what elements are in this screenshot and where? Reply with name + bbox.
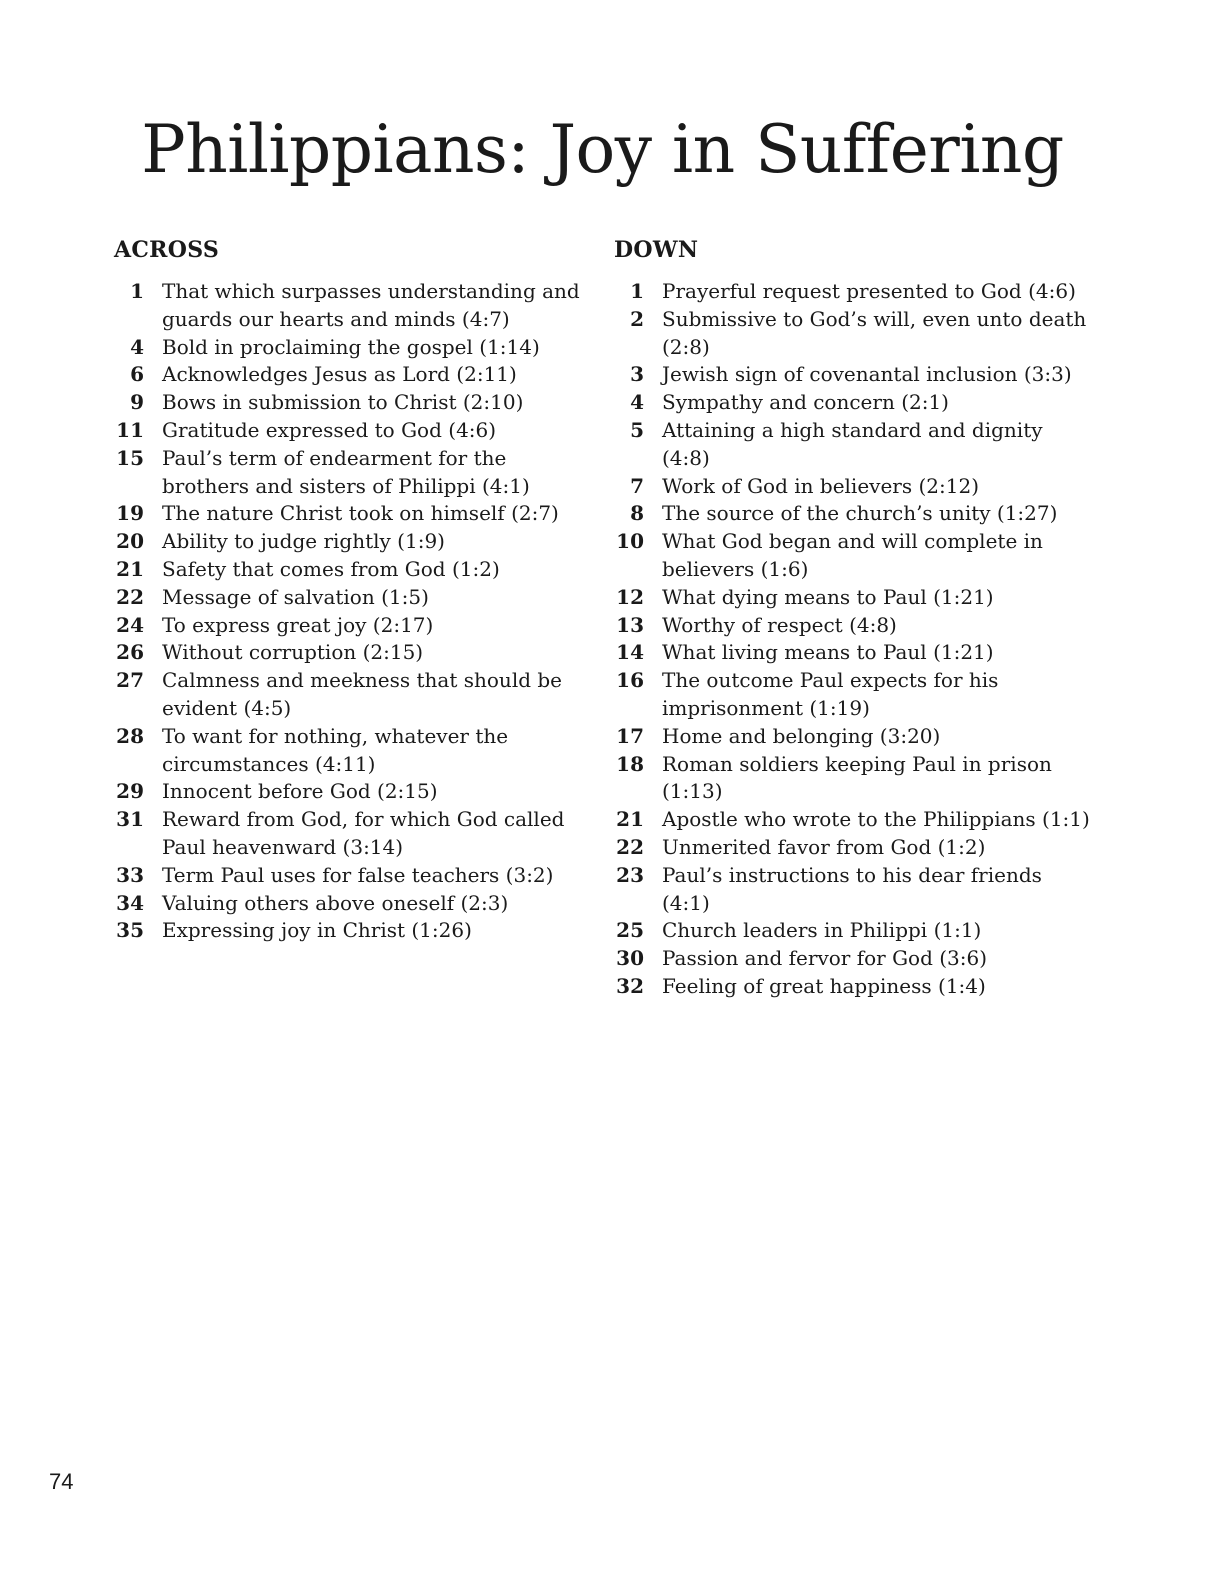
- down-clue-item: [614, 473, 1094, 501]
- down-clues-section: [614, 236, 1094, 1001]
- across-clue-item: [114, 417, 584, 445]
- clue-text: Passion and fervor for God (3:6): [662, 946, 988, 971]
- clue-text: The nature Christ took on himself (2:7): [162, 501, 559, 526]
- clue-text: Term Paul uses for false teachers (3:2): [162, 862, 554, 887]
- clue-text: Message of salvation (1:5): [162, 584, 429, 609]
- clue-text: Gratitude expressed to God (4:6): [162, 417, 497, 442]
- clue-text: Paul’s instructions to his dear friends (4:1): [662, 862, 1042, 915]
- clue-text: Innocent before God (2:15): [162, 779, 438, 804]
- clue-text: The source of the church’s unity (1:27): [662, 501, 1058, 526]
- clue-number: 20: [116, 529, 144, 554]
- down-clue-item: [614, 639, 1094, 667]
- clue-number: 18: [616, 751, 644, 776]
- across-clue-item: [114, 556, 584, 584]
- clue-text: Worthy of respect (4:8): [662, 612, 897, 637]
- clue-text: The outcome Paul expects for his imprisonment (1:19): [662, 668, 999, 720]
- clue-text: Calmness and meekness that should be evident (4:5): [162, 668, 563, 720]
- down-clue-item: [614, 361, 1094, 389]
- clue-text: What living means to Paul (1:21): [662, 640, 994, 665]
- across-clue-item: [114, 723, 584, 779]
- clue-text: Work of God in believers (2:12): [662, 473, 979, 498]
- clue-text: Bold in proclaiming the gospel (1:14): [162, 334, 540, 359]
- clue-text: Prayerful request presented to God (4:6): [662, 279, 1076, 303]
- across-clue-item: [114, 334, 584, 362]
- across-clue-list: [114, 278, 584, 945]
- clue-number: 10: [616, 529, 644, 554]
- clue-number: 33: [116, 862, 144, 887]
- clue-number: 9: [130, 390, 144, 415]
- across-clue-item: [114, 890, 584, 918]
- clue-text: To express great joy (2:17): [162, 612, 434, 637]
- clue-text: To want for nothing, whatever the circumstances (4:11): [162, 723, 509, 776]
- clue-number: 29: [116, 779, 144, 804]
- down-clue-item: [614, 834, 1094, 862]
- clue-text: Church leaders in Philippi (1:1): [662, 918, 982, 943]
- across-clue-item: [114, 778, 584, 806]
- clue-text: Unmerited favor from God (1:2): [662, 834, 986, 859]
- clue-number: 22: [116, 584, 144, 609]
- clue-number: 8: [630, 501, 644, 526]
- clue-number: 21: [616, 807, 644, 832]
- clue-text: Submissive to God’s will, even unto death (2:8): [662, 306, 1087, 359]
- clue-number: 34: [116, 890, 144, 915]
- clue-number: 32: [616, 973, 644, 998]
- clue-number: 4: [130, 334, 144, 359]
- down-clue-item: [614, 667, 1094, 723]
- clue-number: 14: [616, 640, 644, 665]
- down-clue-item: [614, 417, 1094, 473]
- clue-number: 15: [116, 445, 144, 470]
- across-clue-item: [114, 584, 584, 612]
- clue-text: Valuing others above oneself (2:3): [162, 890, 509, 915]
- across-clue-item: [114, 528, 584, 556]
- clue-text: Roman soldiers keeping Paul in prison (1:13): [662, 751, 1052, 804]
- clue-number: 12: [616, 584, 644, 609]
- across-clue-item: [114, 917, 584, 945]
- clue-number: 26: [116, 640, 144, 665]
- down-clue-item: [614, 806, 1094, 834]
- down-clue-item: [614, 306, 1094, 362]
- across-clue-item: [114, 445, 584, 501]
- across-clue-item: [114, 389, 584, 417]
- page-title: Philippians: Joy in Suffering: [141, 111, 1064, 188]
- across-clue-item: [114, 278, 584, 334]
- down-clue-item: [614, 723, 1094, 751]
- clue-text: That which surpasses understanding and guards our hearts and minds (4:7): [162, 279, 580, 331]
- clue-text: Apostle who wrote to the Philippians (1:1): [662, 807, 1090, 832]
- clue-text: Expressing joy in Christ (1:26): [162, 918, 472, 943]
- page-number: 74: [49, 1469, 74, 1494]
- clue-number: 22: [616, 834, 644, 859]
- across-heading: ACROSS: [114, 237, 220, 263]
- clue-text: Jewish sign of covenantal inclusion (3:3): [662, 362, 1072, 387]
- clue-number: 25: [616, 918, 644, 943]
- across-clue-item: [114, 500, 584, 528]
- clue-number: 11: [116, 417, 144, 442]
- across-clues-section: [114, 236, 584, 945]
- down-clue-list: [614, 278, 1094, 1001]
- across-clue-item: [114, 667, 584, 723]
- down-clue-item: [614, 751, 1094, 807]
- clue-number: 7: [630, 473, 644, 498]
- down-clue-item: [614, 278, 1094, 306]
- clue-number: 16: [616, 668, 644, 693]
- clue-number: 5: [630, 417, 644, 442]
- clue-number: 23: [616, 862, 644, 887]
- clue-number: 21: [116, 556, 144, 581]
- clue-number: 31: [116, 807, 144, 832]
- across-clue-item: [114, 639, 584, 667]
- down-clue-item: [614, 945, 1094, 973]
- clue-text: What God began and will complete in believers (1:6): [662, 529, 1043, 581]
- down-clue-item: [614, 612, 1094, 640]
- down-clue-item: [614, 862, 1094, 918]
- clue-text: Acknowledges Jesus as Lord (2:11): [162, 362, 517, 387]
- across-clue-item: [114, 361, 584, 389]
- clue-number: 35: [116, 918, 144, 943]
- down-clue-item: [614, 500, 1094, 528]
- clue-number: 2: [630, 306, 644, 331]
- clue-text: Bows in submission to Christ (2:10): [162, 390, 524, 415]
- clue-number: 17: [616, 723, 644, 748]
- clue-text: Ability to judge rightly (1:9): [162, 529, 445, 554]
- clue-text: Feeling of great happiness (1:4): [662, 973, 986, 998]
- clue-number: 19: [116, 501, 144, 526]
- clue-number: 4: [630, 390, 644, 415]
- clue-number: 27: [116, 668, 144, 693]
- down-heading: DOWN: [614, 237, 699, 263]
- clue-text: Reward from God, for which God called Paul heavenward (3:14): [162, 807, 565, 859]
- clue-text: Sympathy and concern (2:1): [662, 390, 949, 415]
- down-clue-item: [614, 389, 1094, 417]
- clue-number: 28: [116, 723, 144, 748]
- clue-text: Without corruption (2:15): [162, 640, 424, 665]
- across-clue-item: [114, 612, 584, 640]
- down-clue-item: [614, 917, 1094, 945]
- down-clue-item: [614, 973, 1094, 1001]
- clue-number: 13: [616, 612, 644, 637]
- clue-text: Safety that comes from God (1:2): [162, 556, 500, 581]
- across-clue-item: [114, 806, 584, 862]
- down-clue-item: [614, 528, 1094, 584]
- clue-number: 24: [116, 612, 144, 637]
- across-clue-item: [114, 862, 584, 890]
- clue-number: 6: [130, 362, 144, 387]
- clue-text: Home and belonging (3:20): [662, 723, 941, 748]
- clue-number: 30: [616, 946, 644, 971]
- clue-number: 3: [630, 362, 644, 387]
- clue-text: Attaining a high standard and dignity (4:8): [662, 417, 1043, 470]
- clue-text: What dying means to Paul (1:21): [662, 584, 994, 609]
- clue-number: 1: [630, 279, 644, 303]
- clue-text: Paul’s term of endearment for the brothers and sisters of Philippi (4:1): [162, 445, 530, 498]
- down-clue-item: [614, 584, 1094, 612]
- clue-number: 1: [130, 279, 144, 303]
